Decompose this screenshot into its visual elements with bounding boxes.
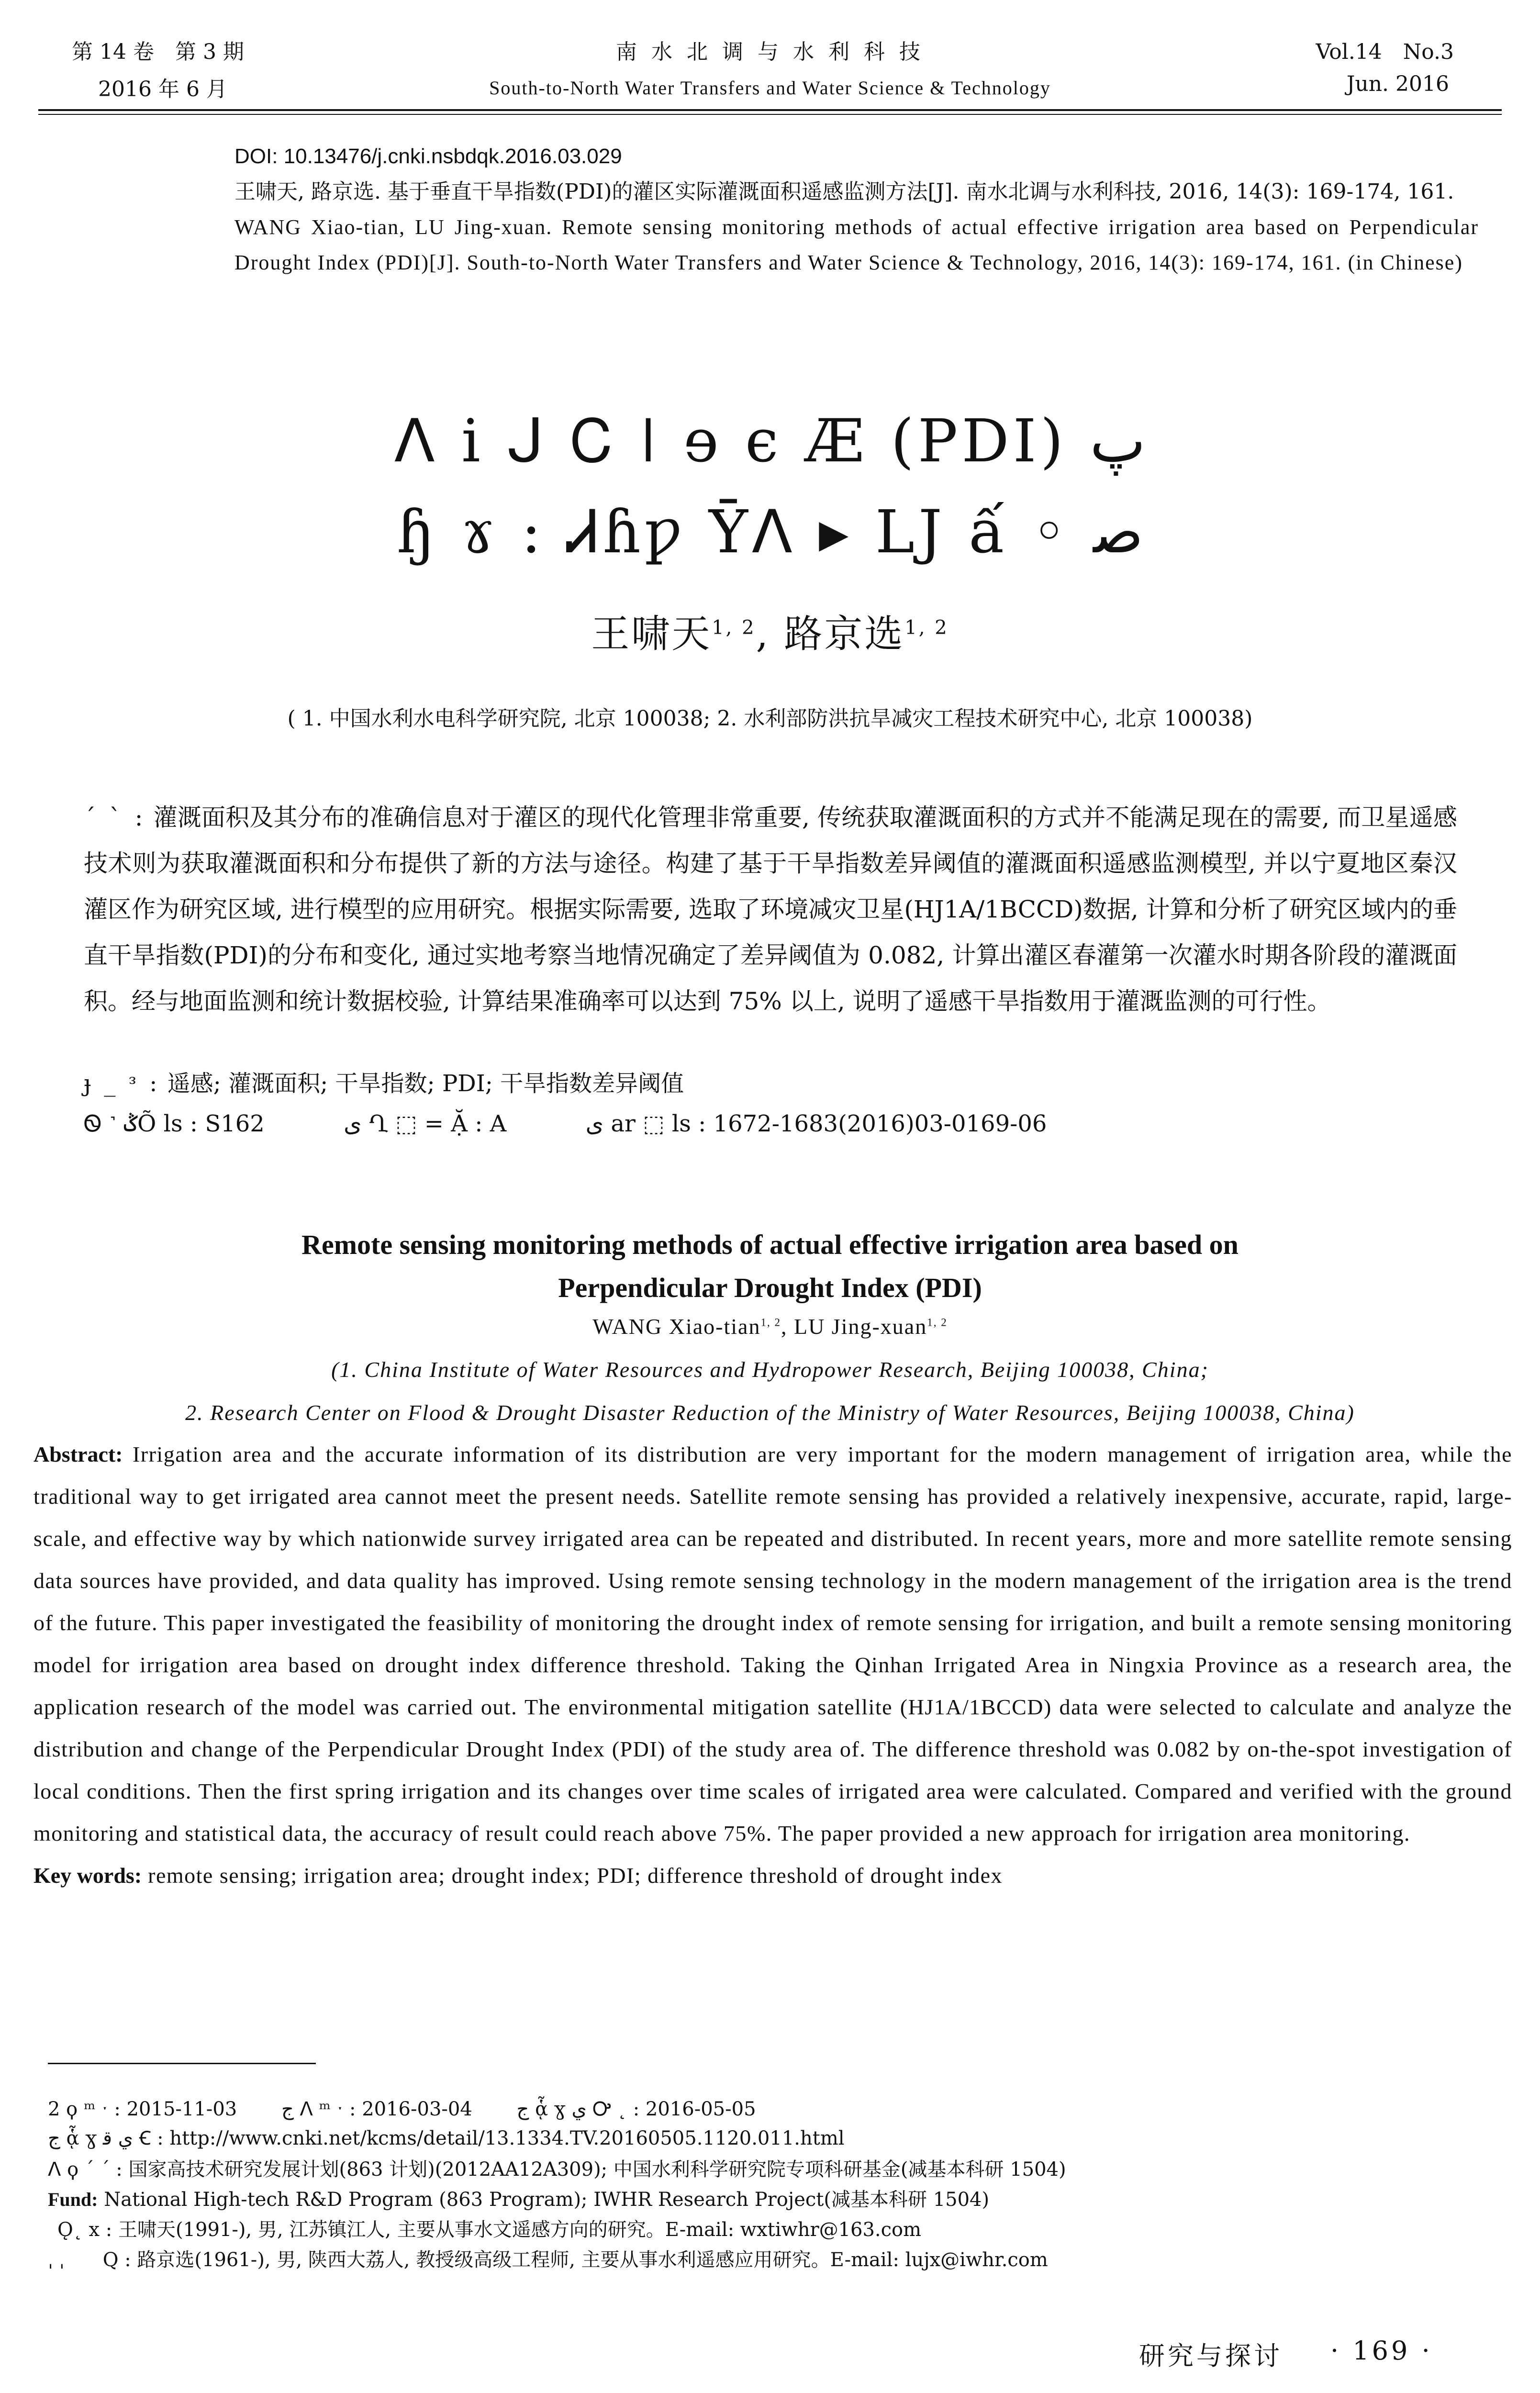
- clc-value: S162: [205, 1110, 265, 1137]
- author2-cn: 路京选: [784, 612, 905, 656]
- keywords-cn-text: 遥感; 灌溉面积; 干旱指数; PDI; 干旱指数差异阈值: [167, 1070, 684, 1097]
- author1-cn-sup: 1, 2: [712, 616, 756, 639]
- footnote-fund-en-text: National High-tech R&D Program (863 Program); IWHR Research Project(减基本科研 1504): [104, 2189, 990, 2211]
- header-volume-en: Vol.14 No.3: [1316, 40, 1454, 64]
- abstract-en-label: Abstract:: [33, 1442, 123, 1466]
- author1-en: WANG Xiao-tian: [592, 1314, 761, 1339]
- header-journal-en: South-to-North Water Transfers and Water Science & Technology: [489, 77, 1051, 99]
- title-cn-line2: ɧ ɤ : Ꮧɦƿ Ȳᐱ ▸ LJ ấ ◦ ﺻ: [396, 498, 1144, 567]
- abstract-en: [33, 1433, 1512, 1897]
- doc-code-value: A: [490, 1110, 507, 1137]
- footnote-fund-cn: ᐱ ϙ ˊ ˊ : 国家高技术研究发展计划(863 计划)(2012AA12A309); 中国水利科学研究院专项科研基金(减基本科研 1504): [48, 2158, 1066, 2181]
- author2-en: LU Jing-xuan: [793, 1314, 927, 1339]
- header-rule: [38, 109, 1502, 115]
- title-en-line2: Perpendicular Drought Index (PDI): [558, 1272, 982, 1303]
- keywords-cn: [84, 1065, 684, 1098]
- keywords-en-text: remote sensing; irrigation area; drought index; PDI; difference threshold of drought index: [148, 1863, 1003, 1888]
- author1-cn: 王啸天: [591, 612, 712, 656]
- affiliation-cn: ( 1. 中国水利水电科学研究院, 北京 100038; 2. 水利部防洪抗旱减灾工程技术研究中心, 北京 100038): [287, 706, 1253, 731]
- title-cn-line1: ᐱ i ᒍ Ꮯ ǀ ɘ є Æ (PDI) پ: [394, 407, 1146, 476]
- classification-line: [84, 1110, 1047, 1138]
- author2-cn-sup: 1, 2: [904, 616, 949, 639]
- article-id-label: ى ar ⬚ ls :: [585, 1110, 706, 1137]
- affiliation-en-line2: 2. Research Center on Flood & Drought Disaster Reduction of the Ministry of Water Resources, Beijing 100038, China): [185, 1400, 1355, 1425]
- author-sep-en: ,: [781, 1314, 794, 1339]
- abstract-en-text: Irrigation area and the accurate information of its distribution are very important for the modern management of irrigation area, while the traditional way to get irrigated area cannot meet the present needs. Satellite remote sensing has provided a relatively inexpensive, accurate, rapid, large-scale, and effective way by which nationwide survey irrigated area can be repeated and distributed. In recent years, more and more satellite remote sensing data sources have provided, and data quality has improved. Using remote sensing technology in the modern management of the irrigation area is the trend of the future. This paper investigated the feasibility of monitoring the drought index of remote sensing for irrigation, and built a remote sensing monitoring model for irrigation area based on drought index difference threshold. Taking the Qinhan Irrigated Area in Ningxia Province as a research area, the application research of the model was carried out. The environmental mitigation satellite (HJ1A/1BCCD) data were selected to calculate and analyze the distribution and change of the Perpendicular Drought Index (PDI) of the study area of. The difference threshold was 0.082 by on-the-spot investigation of local conditions. Then the first spring irrigation and its changes over time scales of irrigated area were calculated. Compared and verified with the ground monitoring and statistical data, the accuracy of result could reach above 75%. The paper provided a new approach for irrigation area monitoring.: [33, 1442, 1512, 1845]
- header-volume-cn: 第 14 卷 第 3 期: [72, 40, 244, 64]
- header-date-en: Jun. 2016: [1346, 72, 1449, 96]
- citation-cn: 王啸天, 路京选. 基于垂直干旱指数(PDI)的灌区实际灌溉面积遥感监测方法[J]. 南水北调与水利科技, 2016, 14(3): 169-174, 161.: [234, 179, 1454, 204]
- citation-block: [234, 139, 1479, 280]
- footnote-rule: [48, 2063, 316, 2064]
- footnote-fund-en-label: Fund:: [48, 2189, 98, 2210]
- abstract-cn-text: 灌溉面积及其分布的准确信息对于灌区的现代化管理非常重要, 传统获取灌溉面积的方式并不能满足现在的需要, 而卫星遥感技术则为获取灌溉面积和分布提供了新的方法与途径。构建了基于干旱指数差异阈值的灌溉面积遥感监测模型, 并以宁夏地区秦汉灌区作为研究区域, 进行模型的应用研究。根据实际需要, 选取了环境减灾卫星(HJ1A/1BCCD)数据, 计算和分析了研究区域内的垂直干旱指数(PDI)的分布和变化, 通过实地考察当地情况确定了差异阈值为 0.082, 计算出灌区春灌第一次灌水时期各阶段的灌溉面积。经与地面监测和统计数据校验, 计算结果准确率可以达到 75% 以上, 说明了遥感干旱指数用于灌溉监测的可行性。: [84, 804, 1458, 1015]
- author1-en-sup: 1, 2: [760, 1316, 781, 1329]
- author-sep-cn: ,: [756, 612, 784, 656]
- footnote-url: ج ᾇ ɣ ي ﻗ Ꞓ : http://www.cnki.net/kcms/detail/13.1334.TV.20160505.1120.011.html: [48, 2127, 845, 2149]
- abstract-cn-label: ˊ ˋ :: [84, 804, 146, 831]
- doi: DOI: 10.13476/j.cnki.nsbdqk.2016.03.029: [234, 145, 622, 168]
- keywords-en-label: Key words:: [33, 1863, 142, 1888]
- affiliation-en-line1: (1. China Institute of Water Resources and Hydropower Research, Beijing 100038, China;: [331, 1357, 1209, 1382]
- title-en-line1: Remote sensing monitoring methods of actual effective irrigation area based on: [301, 1229, 1239, 1260]
- footnote-author1: Ǫ˛ ⅹ : 王啸天(1991-), 男, 江苏镇江人, 主要从事水文遥感方向的研究。E-mail: wxtiwhr@163.com: [57, 2219, 922, 2241]
- article-id-value: 1672-1683(2016)03-0169-06: [713, 1110, 1047, 1137]
- author2-en-sup: 1, 2: [927, 1316, 948, 1329]
- header-date-cn: 2016 年 6 月: [98, 77, 227, 101]
- footer-page-number: · 169 ·: [1330, 2336, 1433, 2366]
- clc-label: Ꮻ ˺ ݣÕ ls :: [84, 1110, 198, 1137]
- footnote-dates: 2 ϙ ᵐ ˑ : 2015-11-03 ج ᐱ ᵐ ˑ : 2016-03-04 ج ᾇ ɣ ي Ꭴ ˛ : 2016-05-05: [48, 2098, 756, 2120]
- footnote-author2: ˌ ˌ Q : 路京选(1961-), 男, 陕西大荔人, 教授级高级工程师, 主要从事水利遥感应用研究。E-mail: lujx@iwhr.com: [48, 2249, 1048, 2271]
- authors-en: [0, 1314, 1540, 1339]
- abstract-cn: [84, 794, 1457, 1024]
- authors-cn: [0, 603, 1540, 658]
- keywords-cn-label: ɟ _ ᵌ :: [84, 1070, 160, 1097]
- footnote-fund-en: [48, 2184, 989, 2212]
- doc-code-label: ى Ղ ⬚ = Ặ :: [344, 1110, 483, 1137]
- citation-en: WANG Xiao-tian, LU Jing-xuan. Remote sensing monitoring methods of actual effective irrigation area based on Perpendicular Drought Index (PDI)[J]. South-to-North Water Transfers and Water Science & Technology, 2016, 14(3): 169-174, 161. (in Chinese): [234, 215, 1479, 274]
- footer-section: 研究与探讨: [1139, 2341, 1283, 2371]
- header-journal-cn: 南 水 北 调 与 水 利 科 技: [616, 40, 924, 64]
